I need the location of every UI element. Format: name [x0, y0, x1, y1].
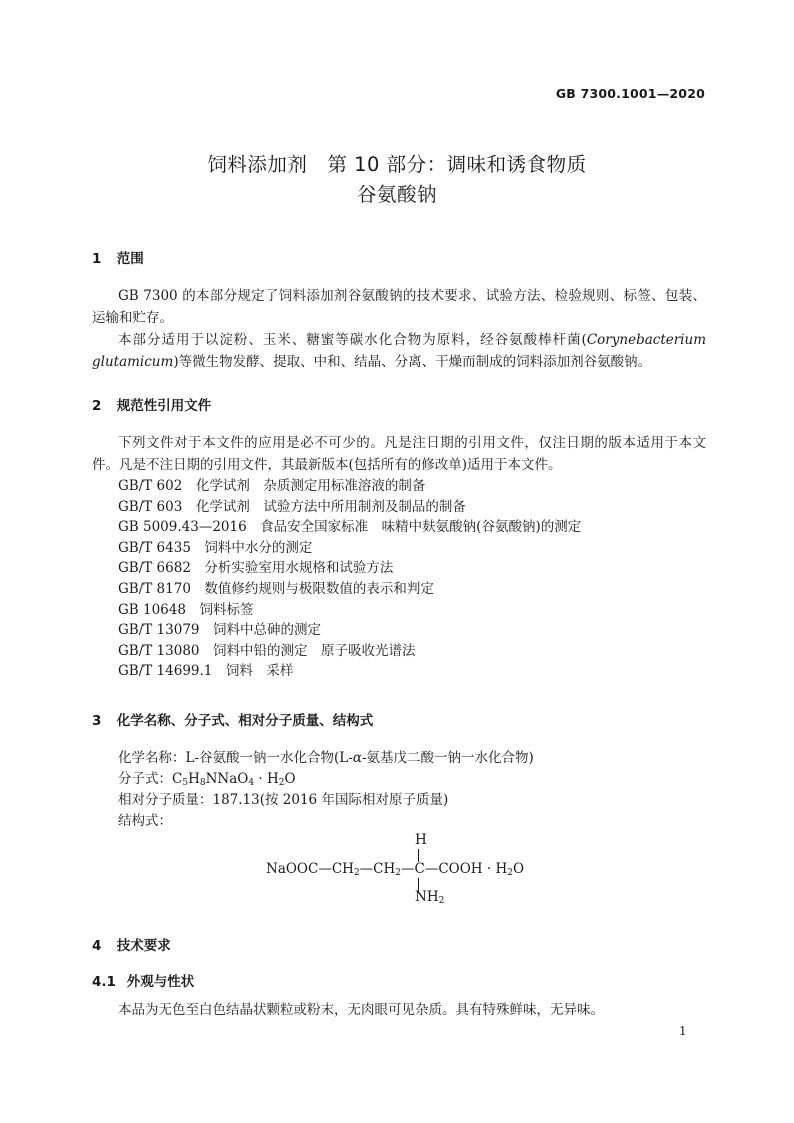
formula-label: 分子式： — [118, 771, 172, 787]
formula-part: · H — [254, 771, 279, 787]
alpha-symbol: α — [352, 750, 362, 766]
formula-subscript: 4 — [248, 778, 255, 788]
appearance-paragraph: 本品为无色至白色结晶状颗粒或粉末，无肉眼可见杂质。具有特殊鲜味，无异味。 — [118, 1002, 604, 1018]
scope-paragraph-2 — [92, 330, 706, 373]
chemical-name-part: -氨基戊二酸一钠一水化合物) — [361, 750, 534, 766]
scope-paragraph-1: GB 7300 的本部分规定了饲料添加剂谷氨酸钠的技术要求、试验方法、检验规则、标签、包装、运输和贮存。 — [92, 288, 706, 326]
section-2-heading — [92, 394, 211, 414]
reference-list — [118, 476, 581, 682]
formula-part: H — [188, 771, 200, 787]
section-1-heading — [92, 247, 144, 267]
structural-formula — [266, 832, 566, 912]
reference-item: GB/T 6435 饲料中水分的测定 — [118, 539, 313, 556]
document-title — [0, 150, 794, 210]
structure-bottom-nh2 — [415, 889, 444, 906]
chain-part: —CH — [359, 861, 396, 877]
section-number: 4 — [92, 938, 102, 954]
amine-subscript: 2 — [438, 896, 445, 906]
section-number: 3 — [92, 713, 102, 729]
reference-item: GB/T 8170 数值修约规则与极限数值的表示和判定 — [118, 580, 434, 597]
section-title: 技术要求 — [116, 938, 171, 954]
section-number: 2 — [92, 398, 102, 414]
structure-label: 结构式： — [118, 813, 172, 829]
formula-subscript: 2 — [278, 778, 285, 788]
reference-item: GB 10648 饲料标签 — [118, 601, 254, 618]
formula-part: NNaO — [205, 771, 249, 787]
section-number: 1 — [92, 251, 102, 267]
formula-part: C — [172, 771, 183, 787]
reference-item: GB/T 13080 饲料中铅的测定 原子吸收光谱法 — [118, 642, 416, 659]
reference-item: GB/T 602 化学试剂 杂质测定用标准溶液的制备 — [118, 478, 426, 494]
reference-item: GB/T 14699.1 饲料 采样 — [118, 663, 294, 680]
references-intro: 下列文件对于本文件的应用是必不可少的。凡是注日期的引用文件，仅注日期的版本适用于本文件。凡是不注日期的引用文件，其最新版本(包括所有的修改单)适用于本文件。 — [92, 435, 706, 473]
formula-part: O — [284, 771, 296, 787]
amine-group: NH — [415, 889, 439, 905]
section-title: 范围 — [116, 251, 144, 267]
section-title: 规范性引用文件 — [116, 398, 212, 414]
chain-subscript: 2 — [507, 868, 513, 878]
chemical-name — [118, 748, 534, 769]
scope-text-a: 本部分适用于以淀粉、玉米、糖蜜等碳水化合物为原料，经谷氨酸棒杆菌( — [118, 332, 587, 348]
relative-molecular-mass: 相对分子质量：187.13(按 2016 年国际相对原子质量) — [118, 792, 449, 808]
reference-item: GB/T 13079 饲料中总砷的测定 — [118, 622, 321, 639]
section-4-heading — [92, 934, 171, 954]
structure-main-chain — [266, 861, 524, 878]
chemical-name-part: 化学名称：L-谷氨酸一钠一水化合物(L- — [118, 750, 353, 766]
section-3-heading — [92, 709, 373, 729]
chain-part: NaOOC—CH — [266, 861, 354, 877]
standard-number: GB 7300.1001—2020 — [555, 86, 705, 101]
subsection-number: 4.1 — [92, 974, 116, 990]
page-number: 1 — [679, 1024, 687, 1038]
title-line-1: 饲料添加剂 第 10 部分：调味和诱食物质 — [207, 153, 587, 176]
section-title: 化学名称、分子式、相对分子质量、结构式 — [116, 713, 374, 729]
reference-item: GB/T 603 化学试剂 试验方法中所用制剂及制品的制备 — [118, 498, 466, 515]
formula-subscript: 5 — [182, 778, 189, 788]
chain-part: —C—COOH · H — [401, 861, 508, 877]
reference-item: GB/T 6682 分析实验室用水规格和试验方法 — [118, 560, 394, 577]
subsection-title: 外观与性状 — [126, 974, 195, 990]
formula-subscript: 8 — [199, 778, 206, 788]
chain-subscript: 2 — [353, 868, 360, 878]
bacterium-latin-name: Corynebacterium glutamicum — [92, 332, 706, 370]
chain-part: O — [512, 861, 525, 877]
structure-top-h: H — [415, 832, 427, 848]
reference-item: GB 5009.43—2016 食品安全国家标准 味精中麸氨酸钠(谷氨酸钠)的测定 — [118, 519, 582, 536]
subsection-4-1-heading — [92, 970, 194, 990]
title-line-2: 谷氨酸钠 — [356, 183, 437, 206]
chain-subscript: 2 — [395, 868, 402, 878]
scope-text-b: )等微生物发酵、提取、中和、结晶、分离、干燥而制成的饲料添加剂谷氨酸钠。 — [173, 353, 652, 370]
